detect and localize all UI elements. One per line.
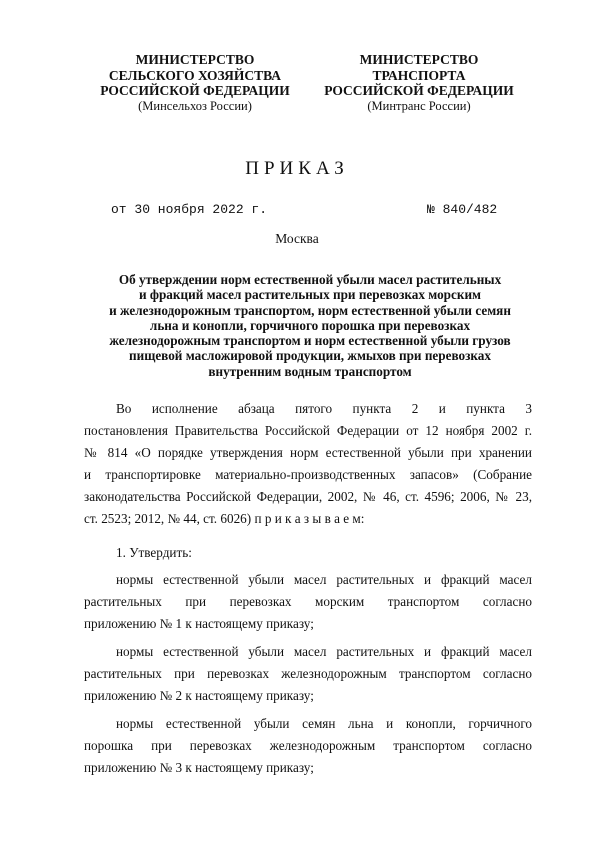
preamble-line: законодательства Российской Федерации, 2002, № 46, ст. 4596; 2006, № 23, xyxy=(84,489,532,504)
ministry-right-abbr: (Минтранс России) xyxy=(367,98,471,113)
norm-3-line: приложению № 3 к настоящему приказу; xyxy=(84,760,314,775)
order-date: от 30 ноября 2022 г. xyxy=(111,202,268,217)
item-1-paragraph xyxy=(84,542,532,564)
preamble-line: и транспортировке материально-производственных запасов» (Собрание xyxy=(84,467,532,482)
heading-line: льна и конопли, горчичного порошка при перевозках xyxy=(149,317,471,333)
document-type-title: ПРИКАЗ xyxy=(245,158,349,179)
heading-line: и железнодорожным транспортом, норм естественной убыли семян xyxy=(109,302,511,318)
norm-1-line: приложению № 1 к настоящему приказу; xyxy=(84,616,314,631)
norm-1-paragraph xyxy=(84,569,532,635)
preamble-line: постановления Правительства Российской Федерации от 12 ноября 2002 г. xyxy=(84,423,532,438)
ministry-left-line-1: МИНИСТЕРСТВО xyxy=(135,52,255,67)
norm-1-line: нормы естественной убыли масел растительных и фракций масел xyxy=(116,572,532,587)
preamble-paragraph xyxy=(84,398,532,530)
ministry-right-line-3: РОССИЙСКОЙ ФЕДЕРАЦИИ xyxy=(324,83,514,98)
norm-3-line: порошка при перевозках железнодорожным транспортом согласно xyxy=(84,738,532,753)
ministry-left-line-2: СЕЛЬСКОГО ХОЗЯЙСТВА xyxy=(108,67,282,83)
city-name: Москва xyxy=(275,231,319,246)
ministry-transport-header xyxy=(308,52,530,114)
norm-3-paragraph xyxy=(84,713,532,779)
preamble-line: Во исполнение абзаца пятого пункта 2 и пункта 3 xyxy=(116,401,532,416)
ministry-right-line-2: ТРАНСПОРТА xyxy=(372,67,466,83)
norm-3-line: нормы естественной убыли семян льна и конопли, горчичного xyxy=(116,716,532,731)
norm-2-line: приложению № 2 к настоящему приказу; xyxy=(84,688,314,703)
heading-line: пищевой масложировой продукции, жмыхов при перевозках xyxy=(129,348,491,364)
norm-2-line: нормы естественной убыли масел растительных и фракций масел xyxy=(116,644,532,659)
preamble-line: № 814 «О порядке утверждения норм естественной убыли при хранении xyxy=(84,445,532,460)
order-number: № 840/482 xyxy=(427,202,498,217)
ministry-agriculture-header xyxy=(80,52,310,114)
ministry-left-line-3: РОССИЙСКОЙ ФЕДЕРАЦИИ xyxy=(100,83,290,98)
preamble-line: ст. 2523; 2012, № 44, ст. 6026) п р и к а з ы в а е м: xyxy=(84,511,365,526)
norm-2-line: растительных при перевозках железнодорожным транспортом согласно xyxy=(84,666,532,681)
item-1-line: 1. Утвердить: xyxy=(116,545,192,560)
heading-line: Об утверждении норм естественной убыли масел растительных xyxy=(118,272,502,287)
ministry-left-abbr: (Минсельхоз России) xyxy=(138,98,252,113)
norm-2-paragraph xyxy=(84,641,532,707)
order-heading xyxy=(80,272,540,379)
heading-line: железнодорожным транспортом и норм естественной убыли грузов xyxy=(109,333,511,349)
heading-line: внутренним водным транспортом xyxy=(208,363,412,379)
ministry-right-line-1: МИНИСТЕРСТВО xyxy=(359,52,479,67)
heading-line: и фракций масел растительных при перевозках морским xyxy=(138,287,482,303)
norm-1-line: растительных при перевозках морским транспортом согласно xyxy=(84,594,532,609)
